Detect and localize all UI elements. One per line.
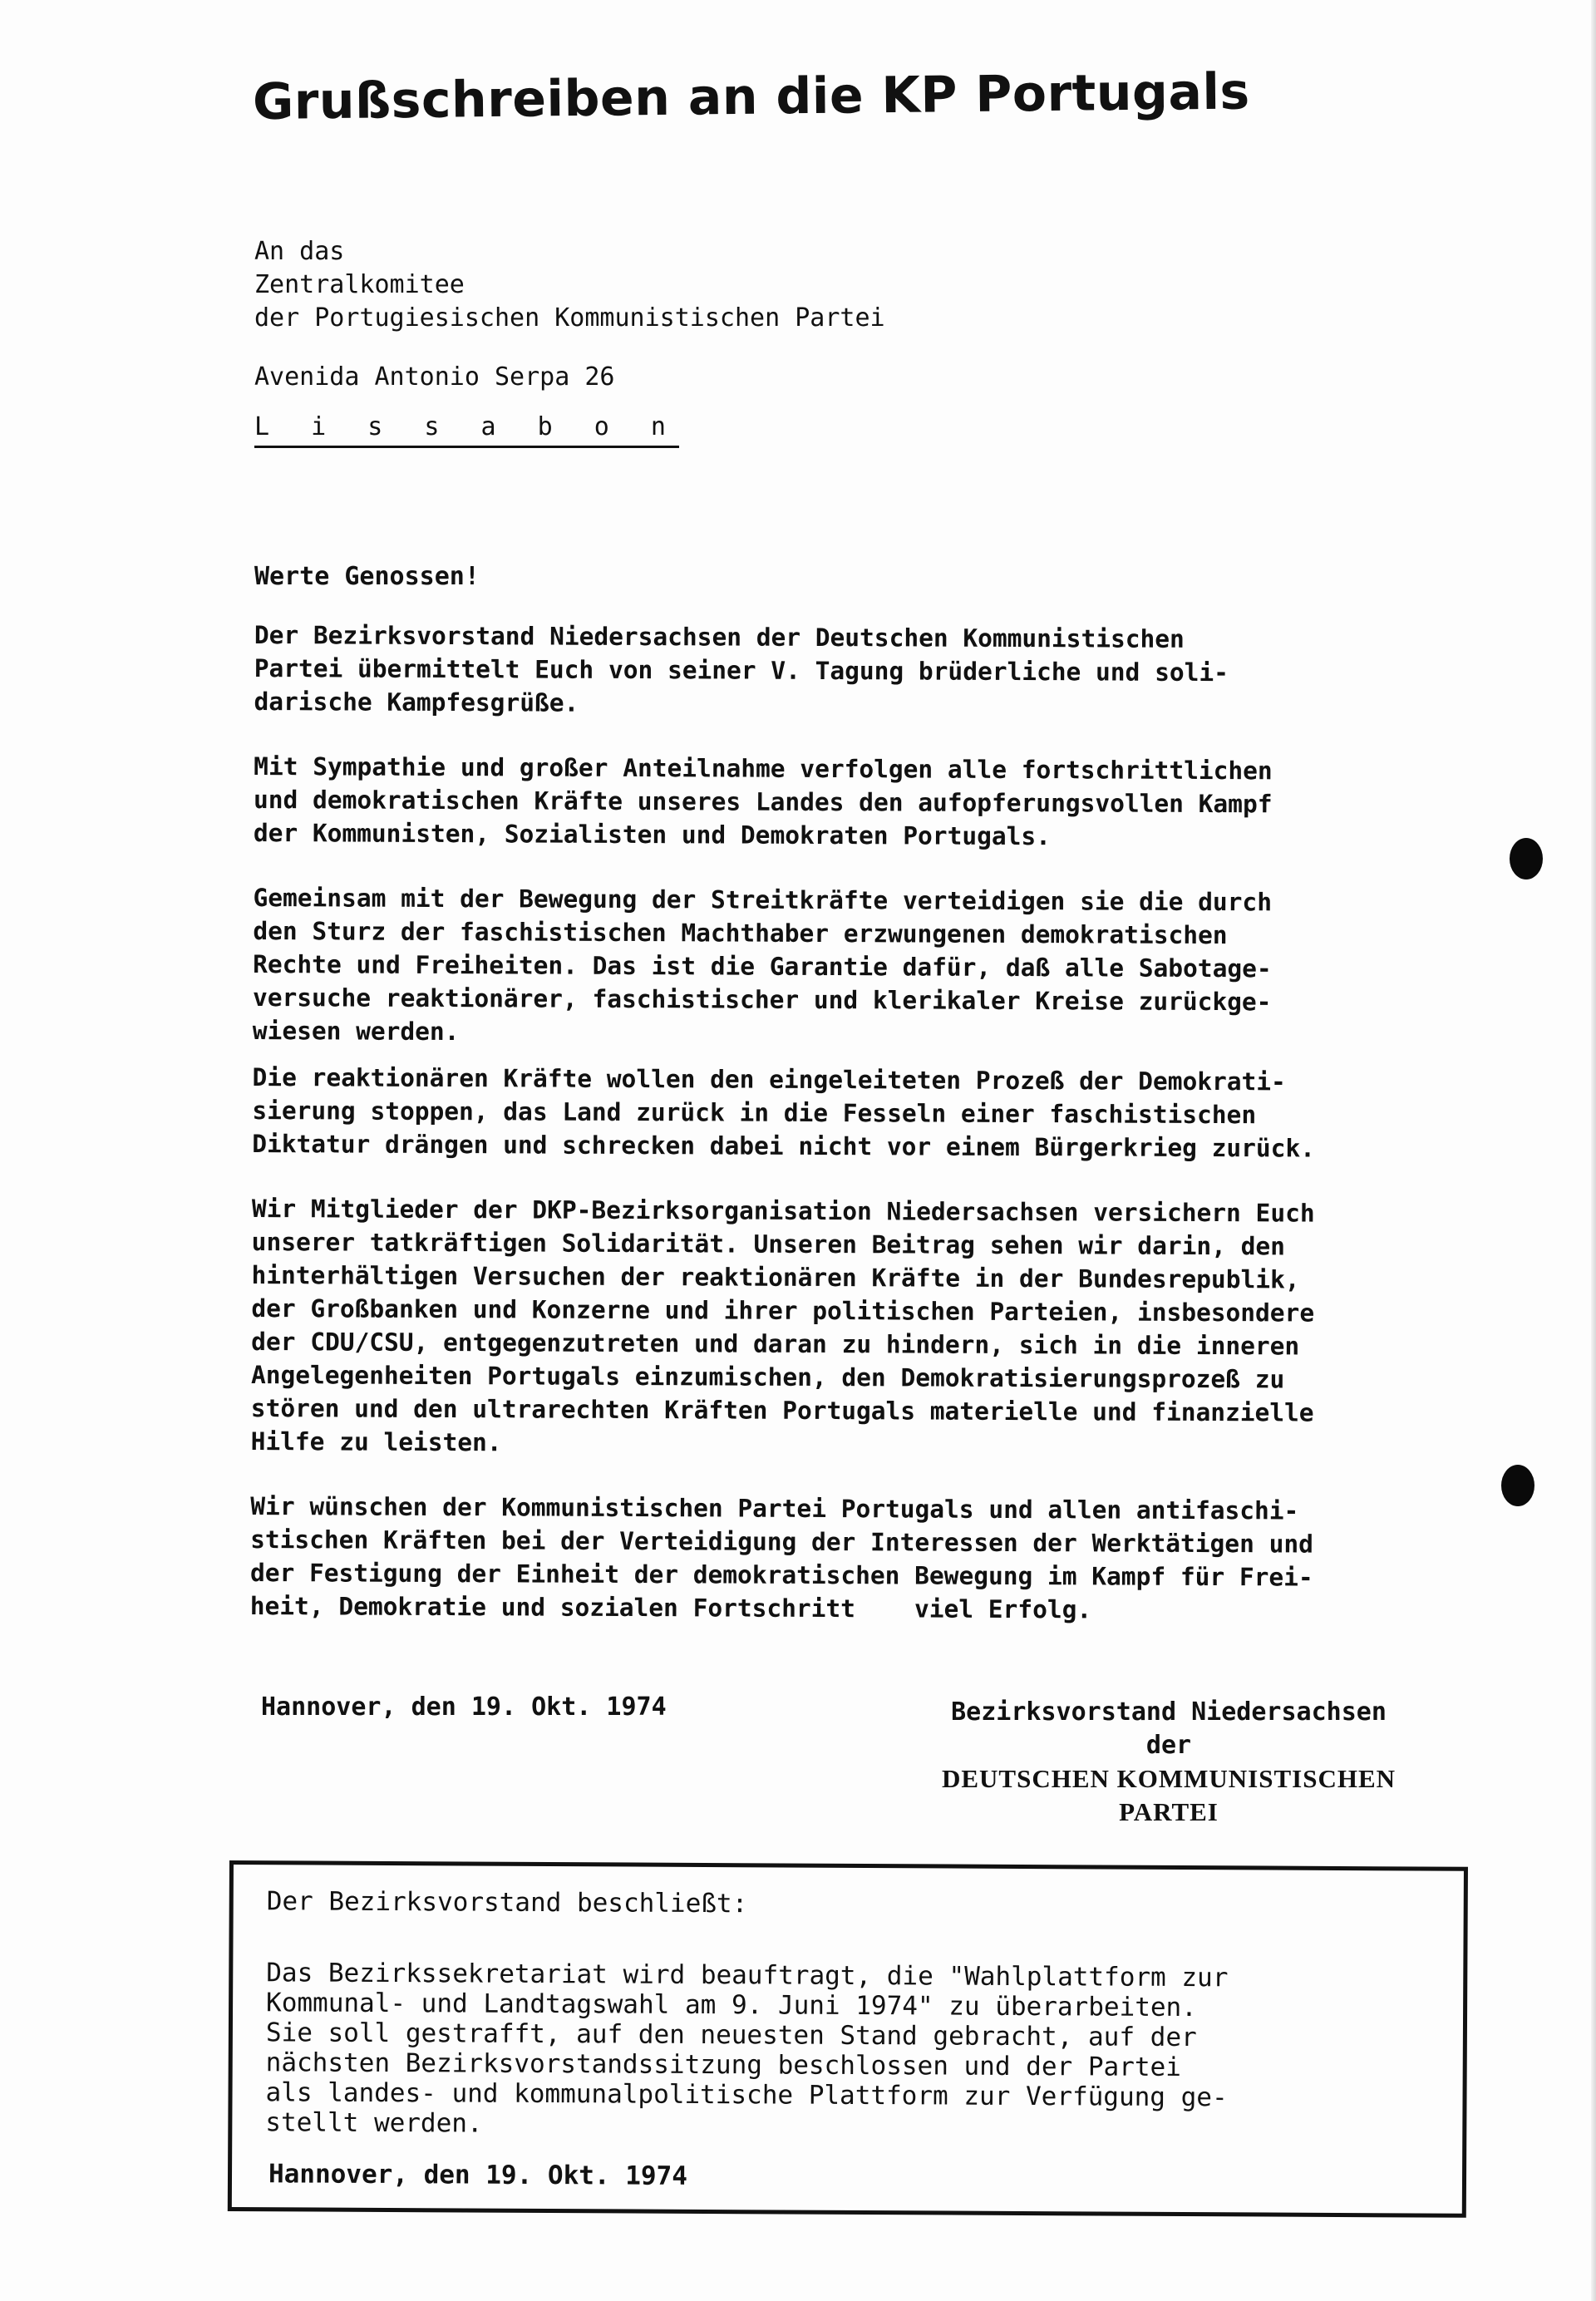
signature-block — [903, 1696, 1435, 1829]
letter-place-date: Hannover, den 19. Okt. 1974 — [261, 1692, 667, 1722]
letter-paragraph: Mit Sympathie und großer Anteilnahme verfolgen alle fortschrittlichen und demokratischen Kräfte unseres Landes den aufopferungsvollen Kampf der Kommunisten, Sozialisten und Demokraten Portugals. — [253, 751, 1273, 851]
letter-paragraph: Gemeinsam mit der Bewegung der Streitkräfte verteidigen sie die durch den Sturz der faschistischen Machthaber erzwungenen demokratischen Rechte und Freiheiten. Das ist die Garantie dafür, daß alle Sabotage- versuche reaktionärer, faschistischer und klerikaler Kreise zurückge- wiesen werden. — [252, 883, 1273, 1047]
recipient-address — [254, 235, 885, 335]
letter-body — [250, 618, 1451, 1659]
signature-org: DEUTSCHEN KOMMUNISTISCHEN PARTEI — [941, 1764, 1396, 1826]
page-edge-shadow — [1591, 0, 1596, 2301]
resolution-box — [228, 1860, 1468, 2218]
letter-paragraph: Wir Mitglieder der DKP-Bezirksorganisation Niedersachsen versichern Euch unserer tatkräftigen Solidarität. Unseren Beitrag sehen wir darin, den hinterhältigen Versuchen der reaktionären Kräfte in der Bundesrepublik, der Großbanken und Konzerne und ihrer politischen Parteien, insbesondere der CDU/CSU, entgegenzutreten und daran zu hindern, sich in die inneren Angelegenheiten Portugals einzumischen, den Demokratisierungsprozeß zu stören und den ultrarechten Kräften Portugals materielle und finanzielle Hilfe zu leisten. — [250, 1194, 1315, 1457]
address-line: An das — [254, 237, 345, 266]
punch-hole — [1510, 838, 1543, 880]
resolution-date: Hannover, den 19. Okt. 1974 — [268, 2159, 688, 2191]
page-title: Grußschreiben an die KP Portugals — [252, 62, 1251, 131]
signature-line: Bezirksvorstand Niedersachsen — [951, 1697, 1387, 1727]
punch-hole — [1501, 1465, 1534, 1506]
address-line: Zentralkomitee — [254, 270, 465, 299]
resolution-body: Das Bezirkssekretariat wird beauftragt, die "Wahlplattform zur Kommunal- und Landtagswahl am 9. Juni 1974" zu überarbeiten. Sie soll gestrafft, auf den neuesten Stand gebracht, auf der nächsten Bezirksvorstandssitzung beschlossen und der Partei als landes- und kommunalpolitische Plattform zur Verfügung ge- stellt werden. — [265, 1958, 1229, 2139]
recipient-street: Avenida Antonio Serpa 26 — [254, 362, 615, 392]
address-line: der Portugiesischen Kommunistischen Partei — [254, 303, 885, 333]
letter-paragraph: Der Bezirksvorstand Niedersachsen der Deutschen Kommunistischen Partei übermittelt Euch von seiner V. Tagung brüderliche und soli- darische Kampfesgrüße. — [254, 621, 1229, 717]
letter-paragraph: Wir wünschen der Kommunistischen Partei Portugals und allen antifaschi- stischen Kräften bei der Verteidigung der Interessen der Werktätigen und der Festigung der Einheit der demokratischen Bewegung im Kampf für Frei- heit, Demokratie und sozialen Fortschritt viel Erfolg. — [249, 1491, 1313, 1624]
signature-line: der — [1145, 1731, 1192, 1760]
salutation: Werte Genossen! — [254, 562, 480, 591]
resolution-title: Der Bezirksvorstand beschließt: — [266, 1886, 748, 1919]
recipient-city: L i s s a b o n — [254, 411, 679, 448]
letter-paragraph: Die reaktionären Kräfte wollen den eingeleiteten Prozeß der Demokrati- sierung stoppen, das Land zurück in die Fesseln einer faschistischen Diktatur drängen und schrecken dabei nicht vor einem Bürgerkrieg zurück. — [252, 1062, 1316, 1163]
